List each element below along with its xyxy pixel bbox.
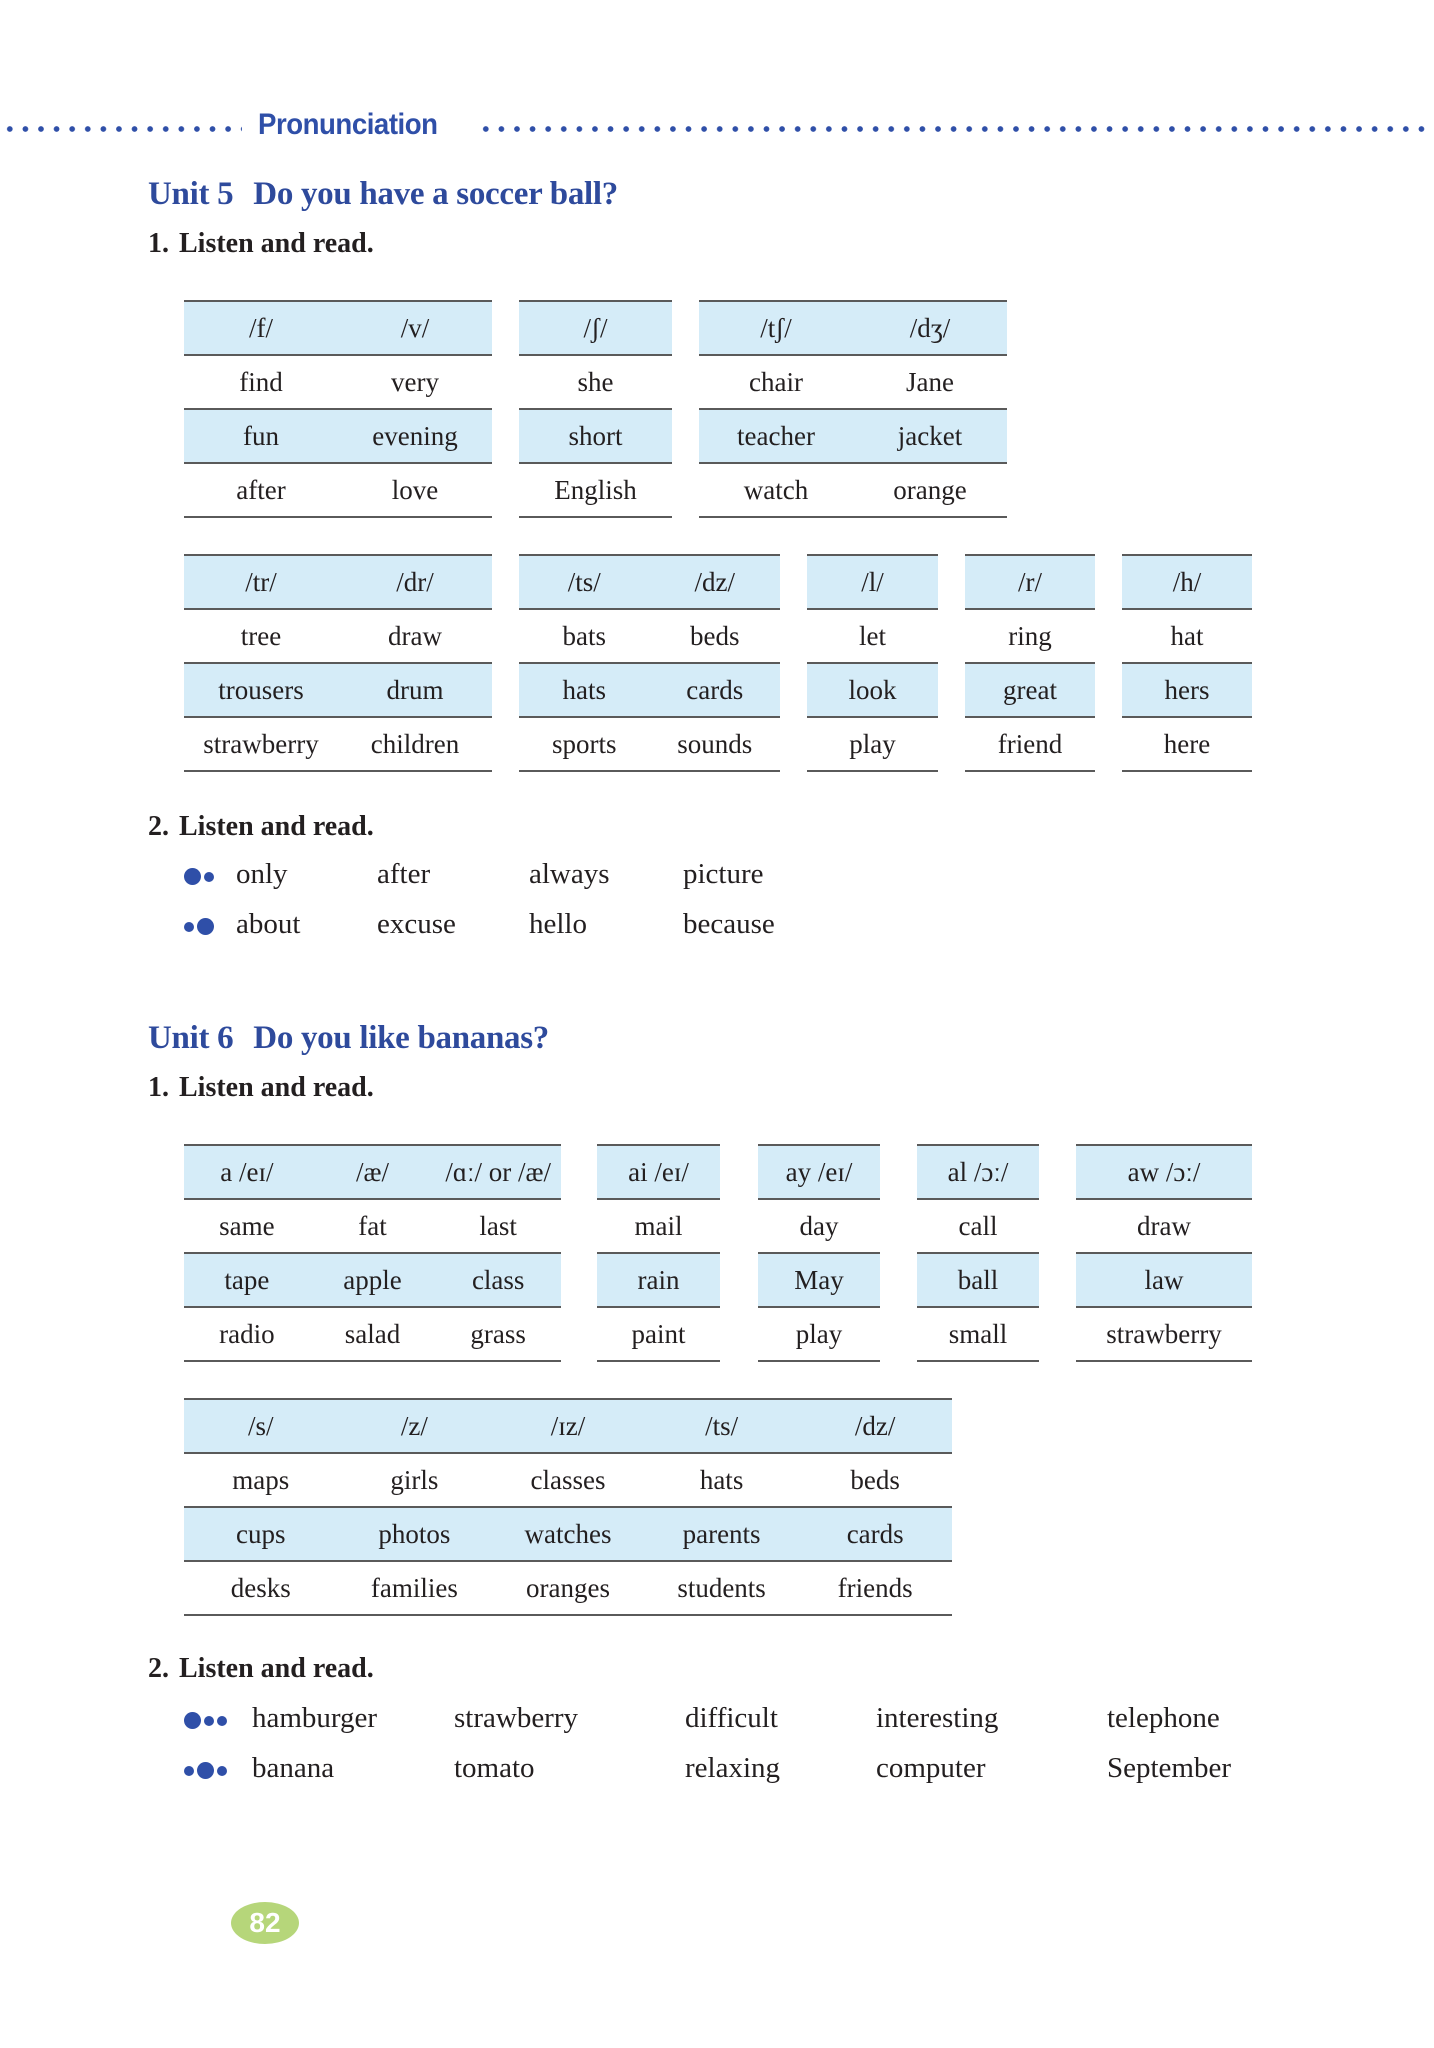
example-word: class [471, 1264, 525, 1295]
task-label: Listen and read. [179, 228, 374, 259]
example-word: girls [390, 1464, 439, 1495]
phonics-group [965, 554, 1095, 772]
stress-word: after [377, 858, 431, 890]
word-row [184, 664, 492, 718]
unit-heading: Do you like bananas? [253, 1020, 549, 1056]
example-word: call [958, 1210, 998, 1241]
word-row [1076, 1254, 1252, 1308]
sound-symbol: ay /eɪ/ [785, 1156, 853, 1187]
example-word: orange [893, 474, 967, 505]
sound-header-row [807, 556, 938, 610]
stress-pattern-icon [184, 868, 214, 885]
phonics-group [184, 554, 492, 772]
sound-header-row [597, 1146, 720, 1200]
word-row [597, 1200, 720, 1254]
word-row [184, 1308, 561, 1362]
stress-word: hamburger [252, 1702, 378, 1734]
stress-pattern-icon [184, 918, 214, 935]
example-word: rain [637, 1264, 680, 1295]
word-row [1122, 718, 1252, 772]
phonics-group [519, 554, 780, 772]
sound-header-row [1076, 1146, 1252, 1200]
task-number: 1. [148, 228, 169, 259]
word-row [1076, 1308, 1252, 1362]
word-row [807, 664, 938, 718]
task-label: Listen and read. [179, 1072, 374, 1103]
phonics-group [1122, 554, 1252, 772]
example-word: salad [344, 1318, 401, 1349]
word-row [699, 464, 1007, 518]
sound-symbol: /æ/ [356, 1156, 390, 1187]
stress-word: interesting [876, 1702, 999, 1734]
example-word: strawberry [1106, 1318, 1222, 1349]
word-row [807, 718, 938, 772]
word-row [519, 356, 672, 410]
phonics-group [184, 1144, 561, 1362]
sound-header-row [519, 302, 672, 356]
example-word: great [1003, 674, 1057, 705]
sound-symbol: /dz/ [694, 566, 735, 597]
example-word: draw [1137, 1210, 1191, 1241]
big-dot-icon [197, 1762, 214, 1779]
stress-word: strawberry [454, 1702, 579, 1734]
sound-symbol: /tr/ [245, 566, 277, 597]
example-word: parents [682, 1518, 761, 1549]
example-word: jacket [897, 420, 963, 451]
sound-header-row [184, 302, 492, 356]
example-word: watches [524, 1518, 612, 1549]
sound-symbol: /r/ [1018, 566, 1042, 597]
example-word: same [219, 1210, 275, 1241]
example-word: after [236, 474, 286, 505]
example-word: sports [551, 728, 617, 759]
section-header [0, 108, 1434, 148]
example-word: friends [837, 1572, 913, 1603]
example-word: classes [530, 1464, 606, 1495]
dotted-rule [2, 126, 242, 132]
sound-symbol: /dr/ [396, 566, 434, 597]
sound-header-row [184, 1146, 561, 1200]
stress-pattern-icon [184, 1762, 227, 1779]
sound-header-row [758, 1146, 880, 1200]
unit6-task1-heading [148, 1072, 374, 1104]
sound-symbol: /dʒ/ [909, 312, 951, 343]
example-word: play [849, 728, 896, 759]
stress-word: computer [876, 1752, 986, 1784]
example-word: cups [236, 1518, 286, 1549]
word-row [1076, 1200, 1252, 1254]
example-word: May [794, 1264, 844, 1295]
small-dot-icon [184, 922, 194, 932]
word-row [965, 664, 1095, 718]
word-row [184, 718, 492, 772]
dotted-rule [478, 126, 1434, 132]
example-word: cards [686, 674, 744, 705]
sound-header-row [184, 556, 492, 610]
example-word: love [391, 474, 439, 505]
example-word: paint [631, 1318, 686, 1349]
stress-word: excuse [377, 908, 456, 940]
task-number: 2. [148, 811, 169, 842]
example-word: last [479, 1210, 517, 1241]
example-word: sounds [677, 728, 753, 759]
word-row [184, 1454, 952, 1508]
word-row [965, 610, 1095, 664]
phonics-group [807, 554, 938, 772]
word-row [519, 664, 780, 718]
word-row [184, 1562, 952, 1616]
sound-symbol: /ts/ [567, 566, 601, 597]
example-word: photos [378, 1518, 451, 1549]
big-dot-icon [184, 1712, 201, 1729]
example-word: ball [957, 1264, 999, 1295]
phonics-group [758, 1144, 880, 1362]
sound-header-row [917, 1146, 1039, 1200]
example-word: hat [1170, 620, 1204, 651]
example-word: let [859, 620, 886, 651]
word-row [917, 1254, 1039, 1308]
task-label: Listen and read. [179, 1653, 374, 1684]
stress-word: picture [683, 858, 764, 890]
page-number: 82 [231, 1902, 299, 1944]
example-word: maps [232, 1464, 290, 1495]
word-row [519, 610, 780, 664]
word-row [917, 1308, 1039, 1362]
example-word: children [370, 728, 460, 759]
example-word: cards [846, 1518, 904, 1549]
example-word: hats [562, 674, 606, 705]
example-word: day [799, 1210, 839, 1241]
example-word: families [370, 1572, 458, 1603]
big-dot-icon [184, 868, 201, 885]
small-dot-icon [204, 1716, 214, 1726]
sound-symbol: /dz/ [854, 1410, 896, 1441]
stress-word: relaxing [685, 1752, 781, 1784]
example-word: hers [1164, 674, 1210, 705]
example-word: draw [388, 620, 442, 651]
sound-symbol: al /ɔː/ [947, 1156, 1009, 1187]
stress-word: always [529, 858, 610, 890]
word-row [597, 1254, 720, 1308]
example-word: here [1163, 728, 1211, 759]
word-row [184, 410, 492, 464]
sound-symbol: /l/ [861, 566, 884, 597]
sound-symbol: /tʃ/ [760, 312, 792, 343]
word-row [1122, 610, 1252, 664]
example-word: play [795, 1318, 843, 1349]
example-word: mail [634, 1210, 683, 1241]
sound-symbol: /ɑː/ or /æ/ [445, 1156, 551, 1187]
word-row [1122, 664, 1252, 718]
example-word: desks [230, 1572, 291, 1603]
example-word: radio [219, 1318, 275, 1349]
sound-symbol: /s/ [248, 1410, 274, 1441]
unit-heading: Do you have a soccer ball? [253, 176, 618, 212]
example-word: short [568, 420, 623, 451]
example-word: grass [470, 1318, 526, 1349]
example-word: bats [562, 620, 606, 651]
example-word: tree [240, 620, 282, 651]
task-number: 1. [148, 1072, 169, 1103]
section-title: Pronunciation [258, 108, 438, 141]
example-word: friend [997, 728, 1063, 759]
small-dot-icon [217, 1766, 227, 1776]
small-dot-icon [184, 1766, 194, 1776]
word-row [597, 1308, 720, 1362]
phonics-group [184, 300, 492, 518]
sound-symbol: ai /eɪ/ [628, 1156, 689, 1187]
word-row [184, 610, 492, 664]
stress-word: tomato [454, 1752, 535, 1784]
example-word: strawberry [203, 728, 319, 759]
sound-header-row [699, 302, 1007, 356]
sound-symbol: a /eɪ/ [220, 1156, 274, 1187]
sound-symbol: /h/ [1172, 566, 1202, 597]
stress-word: banana [252, 1752, 335, 1784]
example-word: law [1144, 1264, 1184, 1295]
example-word: apple [343, 1264, 402, 1295]
word-row [184, 1254, 561, 1308]
example-word: watch [743, 474, 809, 505]
sound-symbol: /ʃ/ [583, 312, 608, 343]
example-word: fat [358, 1210, 387, 1241]
word-row [519, 718, 780, 772]
word-row [184, 356, 492, 410]
word-row [519, 410, 672, 464]
sound-header-row [519, 556, 780, 610]
example-word: small [948, 1318, 1008, 1349]
example-word: students [677, 1572, 766, 1603]
example-word: trousers [218, 674, 304, 705]
unit-label: Unit 6 [148, 1020, 234, 1056]
unit6-task2-heading [148, 1653, 374, 1685]
example-word: tape [224, 1264, 270, 1295]
example-word: teacher [737, 420, 815, 451]
word-row [758, 1308, 880, 1362]
example-word: English [554, 474, 637, 505]
stress-word: because [683, 908, 775, 940]
unit5-task2-heading [148, 811, 374, 843]
sound-header-row [1122, 556, 1252, 610]
phonics-group [184, 1398, 952, 1616]
unit-label: Unit 5 [148, 176, 234, 212]
example-word: very [391, 366, 439, 397]
small-dot-icon [217, 1716, 227, 1726]
example-word: look [848, 674, 897, 705]
word-row [917, 1200, 1039, 1254]
example-word: drum [386, 674, 444, 705]
sound-header-row [184, 1400, 952, 1454]
phonics-group [597, 1144, 720, 1362]
task-number: 2. [148, 1653, 169, 1684]
phonics-group [1076, 1144, 1252, 1362]
example-word: oranges [526, 1572, 610, 1603]
word-row [699, 356, 1007, 410]
unit6-title [148, 1020, 549, 1057]
stress-word: telephone [1107, 1702, 1220, 1734]
word-row [965, 718, 1095, 772]
phonics-group [917, 1144, 1039, 1362]
word-row [184, 1508, 952, 1562]
word-row [699, 410, 1007, 464]
example-word: beds [850, 1464, 900, 1495]
word-row [758, 1200, 880, 1254]
word-row [184, 1200, 561, 1254]
task-label: Listen and read. [179, 811, 374, 842]
phonics-group [699, 300, 1007, 518]
sound-symbol: /f/ [249, 312, 273, 343]
example-word: ring [1008, 620, 1052, 651]
word-row [184, 464, 492, 518]
sound-header-row [965, 556, 1095, 610]
sound-symbol: /ɪz/ [550, 1410, 586, 1441]
big-dot-icon [197, 918, 214, 935]
stress-word: difficult [685, 1702, 778, 1734]
stress-word: about [236, 908, 301, 940]
stress-word: only [236, 858, 288, 890]
example-word: find [239, 366, 283, 397]
example-word: chair [749, 366, 803, 397]
sound-symbol: aw /ɔː/ [1127, 1156, 1201, 1187]
unit5-task1-heading [148, 228, 374, 260]
word-row [519, 464, 672, 518]
example-word: beds [690, 620, 740, 651]
example-word: evening [372, 420, 458, 451]
small-dot-icon [204, 872, 214, 882]
example-word: Jane [906, 366, 954, 397]
example-word: hats [699, 1464, 744, 1495]
phonics-group [519, 300, 672, 518]
sound-symbol: /ts/ [705, 1410, 739, 1441]
unit5-title [148, 176, 618, 213]
sound-symbol: /v/ [400, 312, 430, 343]
stress-word: September [1107, 1752, 1232, 1784]
example-word: fun [243, 420, 279, 451]
sound-symbol: /z/ [400, 1410, 428, 1441]
stress-word: hello [529, 908, 587, 940]
example-word: she [577, 366, 614, 397]
word-row [807, 610, 938, 664]
word-row [758, 1254, 880, 1308]
stress-pattern-icon [184, 1712, 227, 1729]
